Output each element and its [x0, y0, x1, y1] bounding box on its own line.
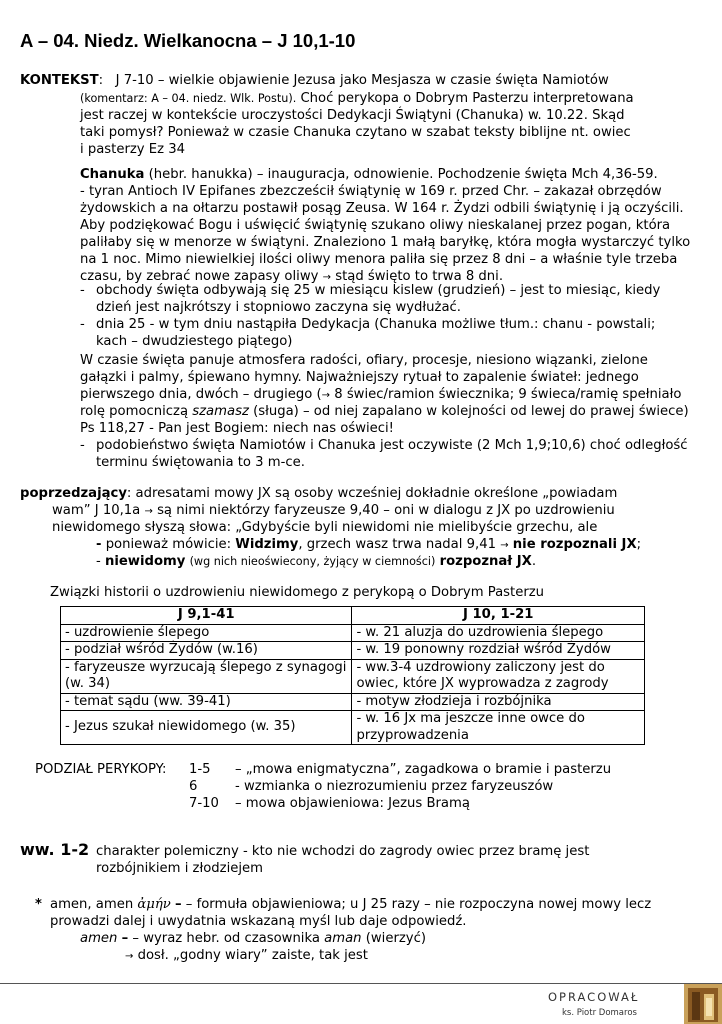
bullet-3-line-1: podobieństwo święta Namiotów i Chanuka jest oczywiste (2 Mch 1,9;10,6) choć odległość — [96, 438, 688, 453]
kontekst-line-2 — [80, 90, 686, 107]
podzial-range-2: 6 — [189, 779, 198, 794]
chanuka-text-7b: stąd święto to trwa 8 dni. — [335, 269, 504, 284]
amen-text-1b: – formuła objawieniowa; u J 25 razy – nie rozpoczyna nowej mowy lecz — [185, 897, 652, 912]
table-row — [61, 659, 645, 693]
table-cell: - uzdrowienie ślepego — [61, 624, 352, 642]
podzial-text-2: - wzmianka o niezrozumieniu przez faryzeuszów — [235, 779, 554, 794]
feast-text-3b: 8 świec/ramion świecznika; 9 świeca/ramię spełniało — [334, 387, 682, 402]
table-row — [61, 711, 645, 745]
bullet-2-line-2: kach – dwudziestego piątego) — [96, 334, 293, 349]
footer-title: OPRACOWAŁ — [548, 990, 640, 1004]
amen-text-3b: – wyraz hebr. od czasownika — [132, 931, 320, 946]
arrow-icon: → — [322, 272, 332, 283]
table-cell: - ww.3-4 uzdrowiony zaliczony jest do owiec, które JX wyprowadza z zagrody — [352, 659, 645, 693]
kontekst-line-5: i pasterzy Ez 34 — [80, 142, 186, 157]
bullet-dash: - — [80, 438, 85, 453]
bullet-dash: - — [80, 283, 85, 298]
chanuka-line-1 — [80, 166, 658, 183]
page-title: A – 04. Niedz. Wielkanocna – J 10,1-10 — [20, 30, 356, 51]
footer-author: ks. Piotr Domaros — [562, 1008, 637, 1018]
star-icon: * — [35, 897, 42, 912]
feast-line-3 — [80, 386, 686, 404]
chanuka-line-6: na 1 noc. Mimo niewielkiej ilości oliwy menora paliła się przez 8 dni – a właśnie tyle trzeba — [80, 252, 678, 267]
chanuka-line-2: - tyran Antioch IV Epifanes zbezcześcił świątynię w 169 r. przed Chr. – zakazał obrzędów — [80, 184, 662, 199]
amen-line-4 — [125, 947, 368, 965]
niewidomy-term: niewidomy — [104, 554, 186, 569]
amen-text-3d: (wierzyć) — [365, 931, 427, 946]
amen-text-4: dosł. „godny wiary” zaiste, tak jest — [137, 948, 368, 963]
table-row — [61, 642, 645, 660]
nie-rozpoznali-term: nie rozpoznali JX — [512, 537, 637, 552]
kontekst-line-3: jest raczej w kontekście uroczystości Dedykacji Świątyni (Chanuka) w. 10.22. Skąd — [80, 108, 625, 123]
table-cell: - temat sądu (ww. 39-41) — [61, 693, 352, 711]
feast-text-4a: rolę pomocniczą — [80, 404, 189, 419]
logo-icon — [684, 984, 722, 1024]
table-cell: - faryzeusze wyrzucają ślepego z synagogi (w. 34) — [61, 659, 352, 693]
kontekst-text-2: Choć perykopa o Dobrym Pasterzu interpretowana — [300, 91, 634, 106]
table-cell: - w. 16 Jx ma jeszcze inne owce do przyprowadzenia — [352, 711, 645, 745]
podzial-label: PODZIAŁ PERYKOPY: — [35, 762, 167, 777]
feast-line-2: gałązki i palmy, śpiewano hymny. Najważniejszy rytuał to zapalenie świateł: jednego — [80, 370, 639, 385]
zwiazki-intro: Związki historii o uzdrowieniu niewidomego z perykopą o Dobrym Pasterzu — [50, 585, 545, 600]
bullet-3-line-2: terminu świętowania to 3 m-ce. — [96, 455, 305, 470]
ww12-line-2: rozbójnikiem i złodziejem — [96, 861, 263, 876]
poprz-text-4a: ponieważ mówicie: — [105, 537, 232, 552]
kontekst-line-4: taki pomysł? Ponieważ w czasie Chanuka czytano w szabat teksty biblijne nt. owiec — [80, 125, 631, 140]
feast-text-4b: (sługa) – od niej zapalano w kolejności od lewej do prawej świece) — [253, 404, 689, 419]
widzimy-term: Widzimy — [235, 537, 299, 552]
poprz-text-4e: ; — [636, 537, 642, 552]
amen-line-3: amen – – wyraz hebr. od czasownika aman (wierzyć) — [80, 931, 427, 946]
arrow-icon: → — [125, 951, 134, 962]
aman-term: aman — [324, 931, 362, 946]
poprz-line-5: - niewidomy (wg nich nieoświecony, żyjący w ciemności) rozpoznał JX. — [96, 554, 537, 569]
table-header-j9: J 9,1-41 — [61, 607, 352, 625]
bullet-2-line-1: dnia 25 - w tym dniu nastąpiła Dedykacja (Chanuka możliwe tłum.: chanu - powstali; — [96, 317, 656, 332]
poprz-text-4c: , grzech wasz trwa nadal 9,41 — [298, 537, 496, 552]
table-header-j10: J 10, 1-21 — [352, 607, 645, 625]
feast-line-1: W czasie święta panuje atmosfera radości, ofiary, procesje, niesiono wiązanki, zielone — [80, 353, 648, 368]
chanuka-line-5: paliłaby się w menorze w świątyni. Znaleziono 1 małą baryłkę, która mogła wystarczyć tylko — [80, 235, 691, 250]
poprz-line-2 — [52, 502, 686, 520]
footer-divider — [0, 983, 722, 984]
arrow-icon: → — [144, 506, 153, 517]
amen-line-2: prowadzi dalej i uwydatnia wskazaną myśl lub daje odpowiedź. — [50, 914, 467, 929]
bullet-1-line-2: dzień jest najkrótszy i stopniowo zaczyna się wydłużać. — [96, 300, 461, 315]
greek-amen: ἀμήν — [137, 897, 171, 912]
kontekst-label: KONTEKST — [20, 73, 99, 88]
podzial-text-3: – mowa objawieniowa: Jezus Bramą — [235, 796, 470, 811]
bullet-dash: - — [80, 317, 85, 332]
poprz-text-1: : adresatami mowy JX są osoby wcześniej dokładnie określone „powiadam — [126, 486, 618, 501]
comparison-table — [60, 606, 645, 745]
chanuka-line-4: Aby podziękować Bogu i uświęcić świątynię szukano oliwy nieskalanej przez pogan, która — [80, 218, 671, 233]
rozpoznal-term: rozpoznał JX — [439, 554, 532, 569]
table-row — [61, 693, 645, 711]
poprz-line-4: - ponieważ mówicie: Widzimy, grzech wasz trwa nadal 9,41 → nie rozpoznali JX; — [96, 537, 642, 552]
kontekst-line-1: KONTEKST: J 7-10 – wielkie objawienie Jezusa jako Mesjasza w czasie święta Namiotów — [20, 73, 609, 88]
kontekst-comment: (komentarz: A – 04. niedz. Wlk. Postu). — [80, 92, 297, 105]
poprz-line-3: niewidomego słyszą słowa: „Gdybyście byli niewidomi nie mielibyście grzechu, ale — [52, 520, 598, 535]
ww12-line-1: charakter polemiczny - kto nie wchodzi do zagrody owiec przez bramę jest — [96, 844, 590, 859]
chanuka-text-7a: czasu, by zebrać nowe zapasy oliwy — [80, 269, 319, 284]
poprz-text-5b: (wg nich nieoświecony, żyjący w ciemności) — [189, 555, 436, 568]
ww12-label: ww. 1-2 — [20, 840, 90, 859]
table-cell: - w. 19 ponowny rozdział wśród Żydów — [352, 642, 645, 660]
poprz-text-2b: są nimi niektórzy faryzeusze 9,40 – oni w dialogu z JX po uzdrowieniu — [157, 503, 615, 518]
podzial-range-1: 1-5 — [189, 762, 211, 777]
table-row — [61, 624, 645, 642]
table-cell: - motyw złodzieja i rozbójnika — [352, 693, 645, 711]
poprzedzajacy-label: poprzedzający — [20, 486, 127, 501]
feast-line-4 — [80, 403, 689, 420]
chanuka-text-1: (hebr. hanukka) – inauguracja, odnowienie. Pochodzenie święta Mch 4,36-59. — [148, 167, 658, 182]
szamasz-term: szamasz — [192, 404, 249, 419]
poprz-line-1 — [20, 485, 686, 502]
podzial-range-3: 7-10 — [189, 796, 219, 811]
feast-text-3a: pierwszego dnia, dwóch – drugiego ( — [80, 387, 322, 402]
feast-line-5: Ps 118,27 - Pan jest Bogiem: niech nas oświeci! — [80, 421, 394, 436]
amen-text-1a: amen, amen — [50, 897, 134, 912]
arrow-icon: → — [321, 390, 331, 401]
table-cell: - Jezus szukał niewidomego (w. 35) — [61, 711, 352, 745]
table-cell: - podział wśród Żydów (w.16) — [61, 642, 352, 660]
arrow-icon: → — [500, 540, 509, 551]
table-cell: - w. 21 aluzja do uzdrowienia ślepego — [352, 624, 645, 642]
podzial-text-1: – „mowa enigmatyczna”, zagadkowa o bramie i pasterzu — [235, 762, 612, 777]
amen-term: amen — [80, 931, 118, 946]
chanuka-line-3: żydowskich a na ołtarzu postawił posąg Zeusa. W 164 r. Żydzi odbili świątynię i ją oczyścili. — [80, 201, 684, 216]
kontekst-text-1: J 7-10 – wielkie objawienie Jezusa jako Mesjasza w czasie święta Namiotów — [115, 73, 609, 88]
poprz-text-5d: . — [531, 554, 537, 569]
amen-line-1: amen, amen ἀμήν – – formuła objawieniowa; u J 25 razy – nie rozpoczyna nowej mowy lecz — [50, 897, 652, 912]
poprz-text-2a: wam” J 10,1a — [52, 503, 141, 518]
table-header-row — [61, 607, 645, 625]
chanuka-label: Chanuka — [80, 167, 145, 182]
bullet-1-line-1: obchody święta odbywają się 25 w miesiącu kislew (grudzień) – jest to miesiąc, kiedy — [96, 283, 661, 298]
